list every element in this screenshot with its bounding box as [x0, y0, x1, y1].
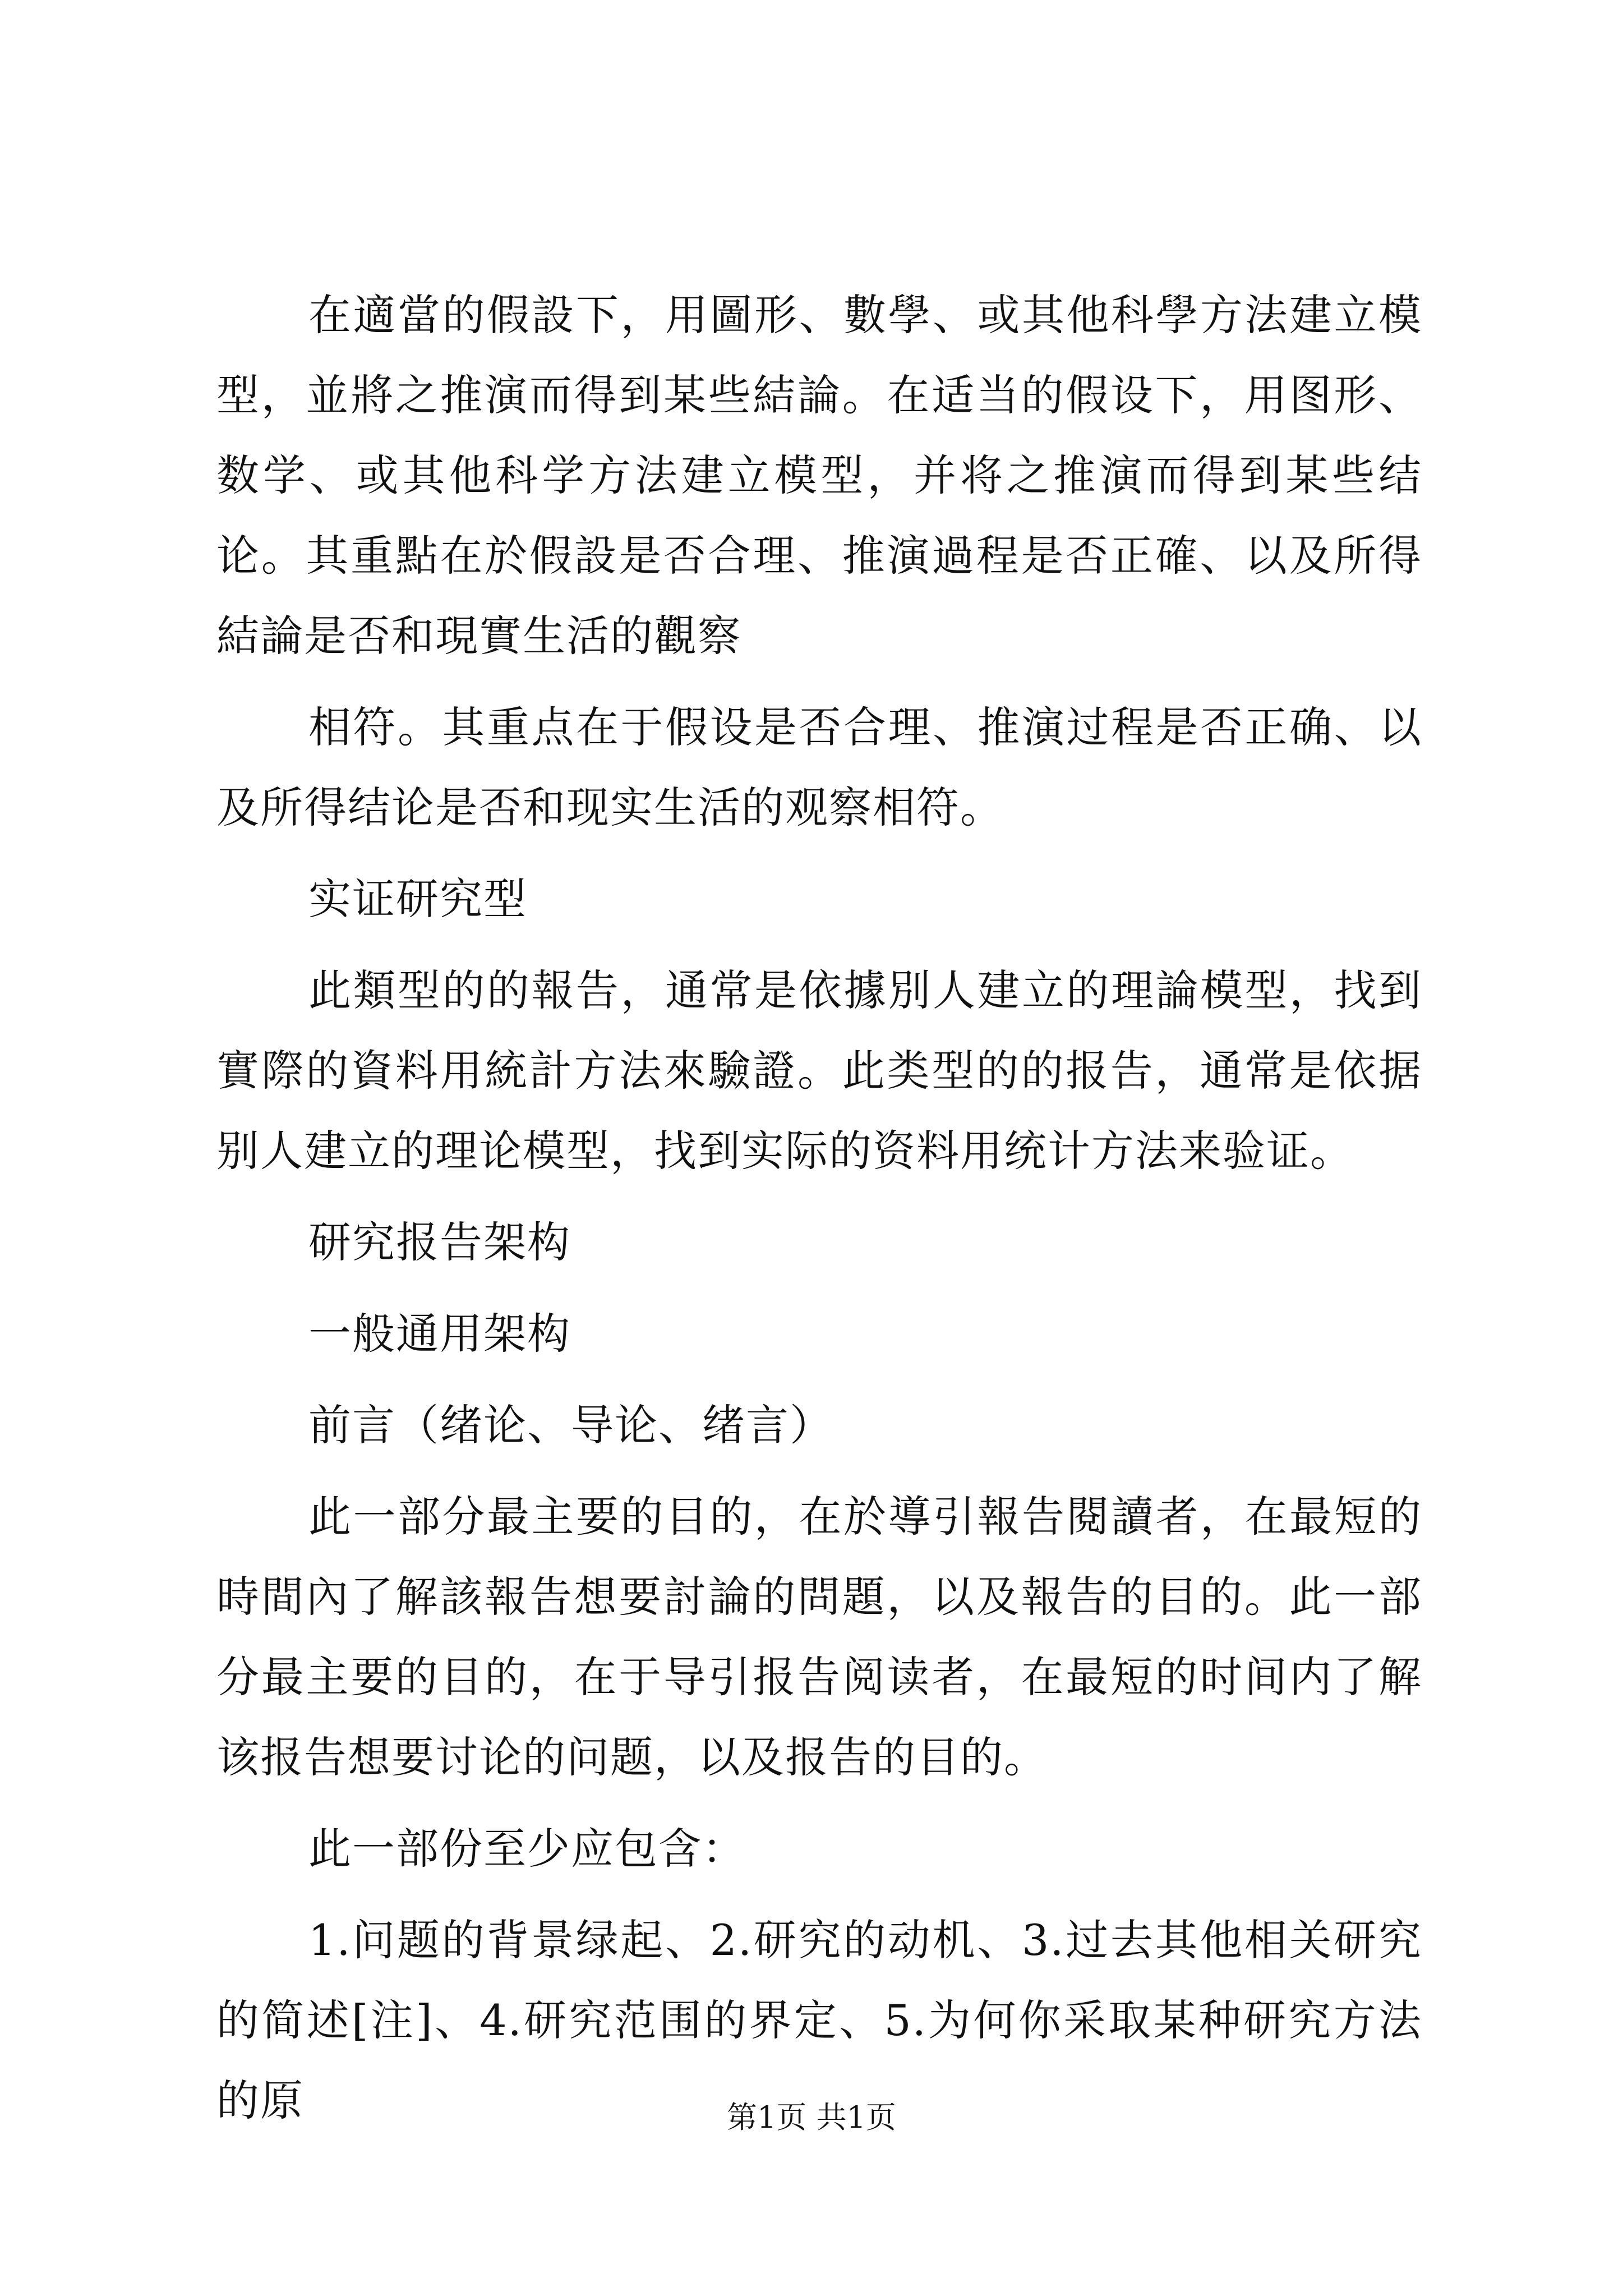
document-body	[216, 275, 1422, 2141]
paragraph-preface-contents-intro: 此一部份至少应包含：	[308, 1824, 746, 1874]
heading-preface: 前言（绪论、导论、绪言）	[308, 1400, 833, 1450]
paragraph-preface-contents-list: 1.问题的背景绿起、2.研究的动机、3.过去其他相关研究的简述[注]、4.研究范围的界定、5.为何你采取某种研究方法的原	[216, 1915, 1422, 2125]
heading-general-structure: 一般通用架构	[308, 1309, 571, 1359]
heading-empirical-research: 实证研究型	[308, 874, 527, 924]
paragraph-preface-purpose: 此一部分最主要的目的，在於導引報告閱讀者，在最短的時間內了解該報告想要討論的問題，以及報告的目的。此一部分最主要的目的，在于导引报告阅读者，在最短的时间内了解该报告想要讨论的问题，以及报告的目的。	[216, 1492, 1422, 1782]
page-footer: 第1页 共1页	[727, 2100, 896, 2135]
heading-report-structure: 研究报告架构	[308, 1217, 571, 1267]
paragraph-empirical-description: 此類型的的報告，通常是依據別人建立的理論模型，找到實際的資料用統計方法來驗證。此类型的的报告，通常是依据别人建立的理论模型，找到实际的资料用统计方法来验证。	[216, 965, 1422, 1176]
paragraph-modeling-conclusion: 相符。其重点在于假设是否合理、推演过程是否正确、以及所得结论是否和现实生活的观察相符。	[216, 702, 1422, 832]
paragraph-modeling-definition: 在適當的假設下，用圖形、數學、或其他科學方法建立模型，並將之推演而得到某些結論。在适当的假设下，用图形、数学、或其他科学方法建立模型，并将之推演而得到某些结论。其重點在於假設是否合理、推演過程是否正確、以及所得結論是否和現實生活的觀察	[216, 290, 1422, 661]
